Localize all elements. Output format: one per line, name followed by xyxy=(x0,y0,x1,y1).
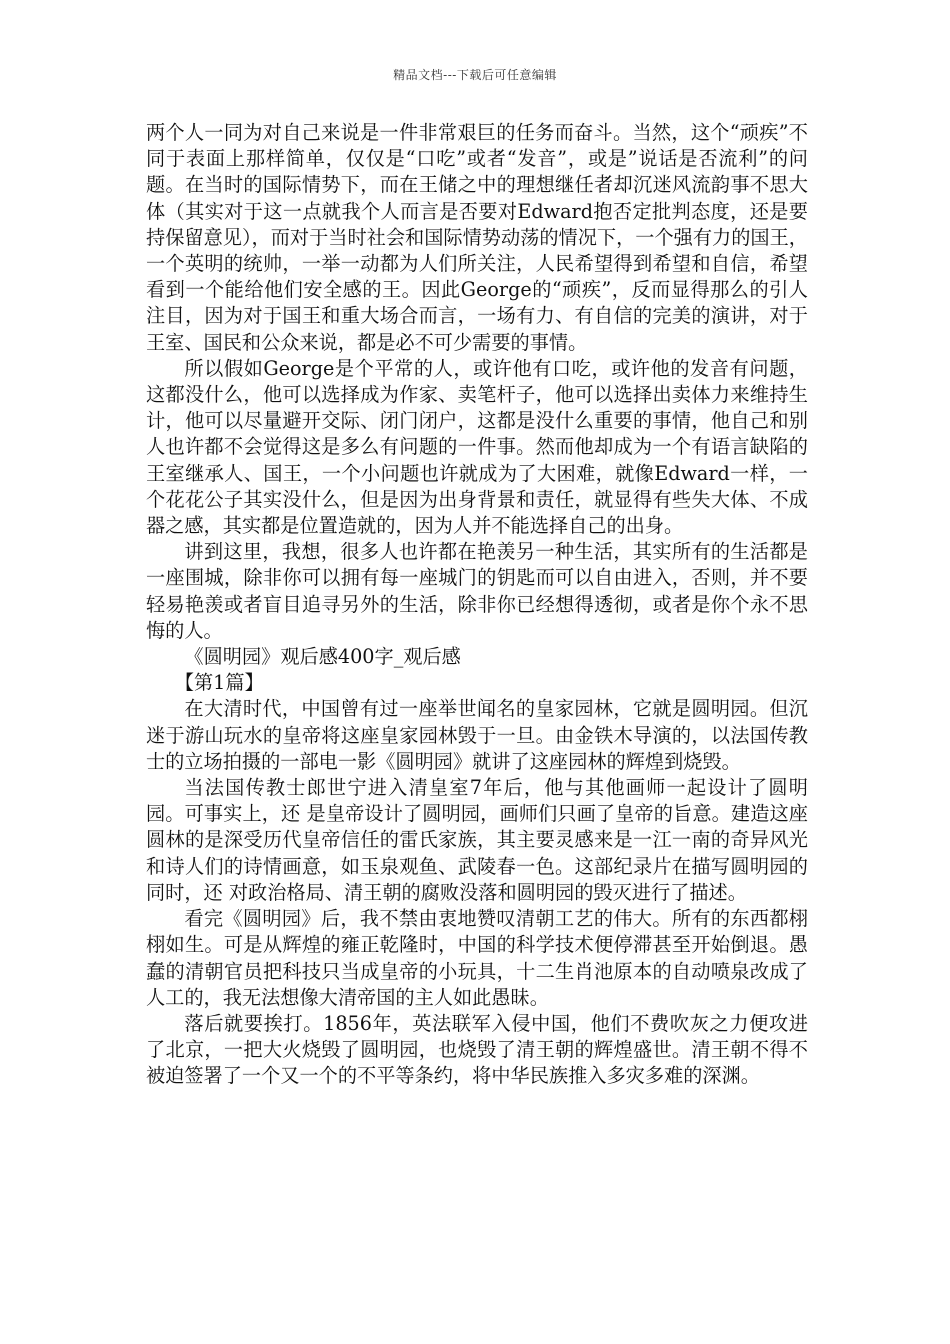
section-label: 【第1篇】 xyxy=(174,671,264,695)
document-body xyxy=(146,120,808,1090)
paragraph: 在大清时代，中国曾有过一座举世闻名的皇家园林，它就是圆明园。但沉迷于游山玩水的皇帝将这座皇家园林毁于一旦。由金铁木导演的，以法国传教士的立场拍摄的一部电一影《圆明园》就讲了这座园林的辉煌到烧毁。 xyxy=(146,697,808,773)
section-title: 《圆明园》观后感400字_观后感 xyxy=(184,645,461,669)
paragraph: 所以假如George是个平常的人，或许他有口吃，或许他的发音有问题，这都没什么，他可以选择成为作家、卖笔杆子，他可以选择出卖体力来维持生计，他可以尽量避开交际、闭门闭户，这都是没什么重要的事情，他自己和别人也许都不会觉得这是多么有问题的一件事。然而他却成为一个有语言缺陷的王室继承人、国王，一个小问题也许就成为了大困难，就像Edward一样，一个花花公子其实没什么，但是因为出身背景和责任，就显得有些失大体、不成器之感，其实都是位置造就的，因为人并不能选择自己的出身。 xyxy=(146,356,808,538)
page-header: 精品文档---下载后可任意编辑 xyxy=(393,68,557,82)
paragraph: 讲到这里，我想，很多人也许都在艳羡另一种生活，其实所有的生活都是一座围城，除非你可以拥有每一座城门的钥匙而可以自由进入，否则，并不要轻易艳羡或者盲目追寻另外的生活，除非你已经想得透彻，或者是你个永不思悔的人。 xyxy=(146,540,808,642)
paragraph: 落后就要挨打。1856年，英法联军入侵中国，他们不费吹灰之力便攻进了北京，一把大火烧毁了圆明园，也烧毁了清王朝的辉煌盛世。清王朝不得不被迫签署了一个又一个的不平等条约，将中华民族推入多灾多难的深渊。 xyxy=(146,1011,808,1088)
paragraph: 两个人一同为对自己来说是一件非常艰巨的任务而奋斗。当然，这个“顽疾”不同于表面上那样简单，仅仅是“口吃”或者“发音”，或是”说话是否流利”的问题。在当时的国际情势下，而在王储之中的理想继任者却沉迷风流韵事不思大体（其实对于这一点就我个人而言是否要对Edward抱否定批判态度，还是要持保留意见），而对于当时社会和国际情势动荡的情况下，一个强有力的国王，一个英明的统帅，一举一动都为人们所关注，人民希望得到希望和自信，希望看到一个能给他们安全感的王。因此George的“顽疾”，反而显得那么的引人注目，因为对于国王和重大场合而言，一场有力、有自信的完美的演讲，对于王室、国民和公众来说，都是必不可少需要的事情。 xyxy=(146,121,808,354)
paragraph: 当法国传教士郎世宁进入清皇室7年后，他与其他画师一起设计了圆明园。可事实上，还 是皇帝设计了圆明园，画师们只画了皇帝的旨意。建造这座圆林的是深受历代皇帝信任的雷氏家族，其主要灵感来是一江一南的奇异风光和诗人们的诗情画意，如玉泉观鱼、武陵春一色。这部纪录片在描写圆明园的同时，还 对政治格局、清王朝的腐败没落和圆明园的毁灭进行了描述。 xyxy=(146,776,808,904)
paragraph: 看完《圆明园》后，我不禁由衷地赞叹清朝工艺的伟大。所有的东西都栩栩如生。可是从辉煌的雍正乾隆时，中国的科学技术便停滞甚至开始倒退。愚蠢的清朝官员把科技只当成皇帝的小玩具，十二生肖池原本的自动喷泉改成了人工的，我无法想像大清帝国的主人如此愚昧。 xyxy=(146,907,808,1009)
